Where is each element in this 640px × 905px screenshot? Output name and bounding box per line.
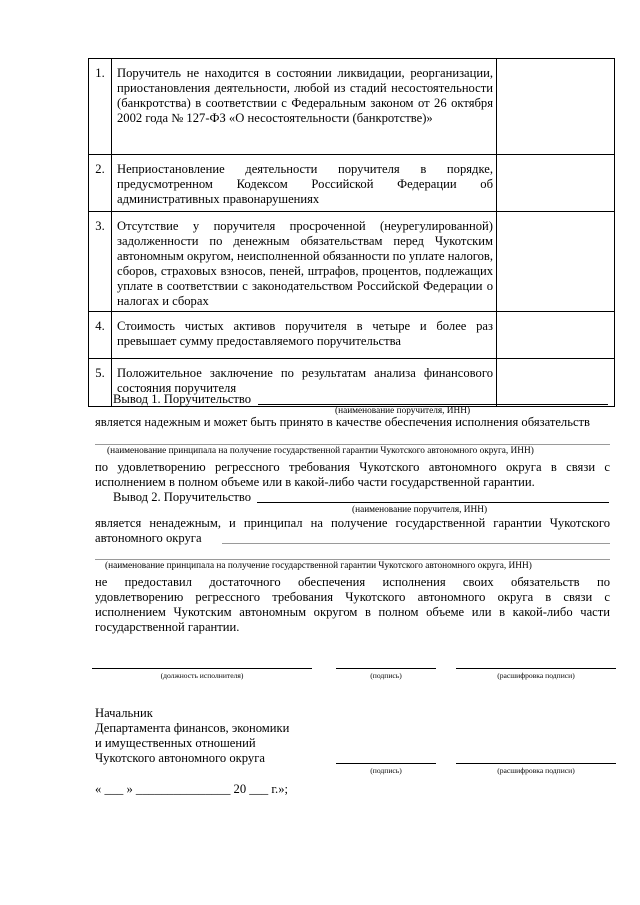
- conclusion2-text-line2: автономного округа: [95, 531, 202, 545]
- conclusion2-text-line3: не предоставил достаточного обеспечения исполнения своих обязательств по: [95, 575, 610, 589]
- executor-position-line[interactable]: [92, 668, 312, 669]
- assessment-cell[interactable]: [497, 59, 615, 155]
- assessment-cell[interactable]: [497, 359, 615, 407]
- criterion-text: Стоимость чистых активов поручителя в четыре и более раз превышает сумму предоставляемого поручительства: [112, 312, 497, 359]
- conclusion2-principal-hint: (наименование принципала на получение государственной гарантии Чукотского автономного округа, ИНН): [105, 561, 532, 571]
- conclusion1-text-line1: является надежным и может быть принято в качестве обеспечения исполнения обязательств: [95, 415, 591, 429]
- conclusion1-text-line3: исполнением в полном объеме или в какой-либо части государственной гарантии.: [95, 475, 535, 489]
- conclusion2-principal-line-a[interactable]: [222, 543, 610, 544]
- conclusion1-label: Вывод 1. Поручительство: [113, 392, 252, 406]
- criteria-table: [88, 58, 615, 407]
- row-number: 3.: [89, 212, 112, 312]
- executor-decode-hint: (расшифровка подписи): [497, 671, 575, 680]
- executor-signature-hint: (подпись): [370, 671, 402, 680]
- assessment-cell[interactable]: [497, 212, 615, 312]
- executor-decode-line[interactable]: [456, 668, 616, 669]
- conclusion2-guarantor-hint: (наименование поручителя, ИНН): [352, 505, 488, 515]
- row-number: 1.: [89, 59, 112, 155]
- criterion-text: Положительное заключение по результатам анализа финансового состояния поручителя: [112, 359, 497, 407]
- table-row: [89, 59, 615, 155]
- head-title-line3: и имущественных отношений: [95, 736, 256, 750]
- criterion-text: Поручитель не находится в состоянии ликвидации, реорганизации, приостановления деятельности, любой из стадий несостоятельности (банкротства) в соответствии с Федеральным законом от 26 октября 2002 года № 127-ФЗ «О несостоятельности (банкротстве)»: [112, 59, 497, 155]
- head-title-line2: Департамента финансов, экономики: [95, 721, 290, 735]
- conclusion2-label: Вывод 2. Поручительство: [113, 490, 252, 504]
- head-title-line1: Начальник: [95, 706, 153, 720]
- executor-position-hint: (должность исполнителя): [160, 671, 244, 680]
- date-line[interactable]: « ___ » _______________ 20 ___ г.»;: [95, 782, 289, 796]
- table-row: [89, 212, 615, 312]
- head-decode-hint: (расшифровка подписи): [497, 766, 575, 775]
- conclusion2-text-line4: удовлетворению регрессного требования Чукотского автономного округа в связи с: [95, 590, 610, 604]
- conclusion1-principal-hint: (наименование принципала на получение государственной гарантии Чукотского автономного округа, ИНН): [107, 446, 534, 456]
- table-row: [89, 312, 615, 359]
- conclusion1-guarantor-line[interactable]: [258, 404, 608, 405]
- row-number: 5.: [89, 359, 112, 407]
- conclusion2-text-line1: является ненадежным, и принципал на получение государственной гарантии Чукотского: [95, 516, 610, 530]
- conclusion1-guarantor-hint: (наименование поручителя, ИНН): [335, 406, 471, 416]
- assessment-cell[interactable]: [497, 312, 615, 359]
- row-number: 2.: [89, 155, 112, 212]
- conclusion1-principal-line[interactable]: [95, 444, 610, 445]
- conclusion2-guarantor-line[interactable]: [257, 502, 609, 503]
- conclusion2-text-line6: государственной гарантии.: [95, 620, 240, 634]
- assessment-cell[interactable]: [497, 155, 615, 212]
- criterion-text: Неприостановление деятельности поручителя в порядке, предусмотренном Кодексом Российской Федерации об административных правонарушениях: [112, 155, 497, 212]
- conclusion2-text-line5: исполнением Чукотским автономным округом в полном объеме или в какой-либо части: [95, 605, 610, 619]
- head-title-line4: Чукотского автономного округа: [95, 751, 265, 765]
- executor-signature-line[interactable]: [336, 668, 436, 669]
- conclusion2-principal-line-b[interactable]: [95, 559, 610, 560]
- row-number: 4.: [89, 312, 112, 359]
- head-signature-line[interactable]: [336, 763, 436, 764]
- criterion-text: Отсутствие у поручителя просроченной (неурегулированной) задолженности по денежным обязательствам перед Чукотским автономным округом, неисполненной обязанности по уплате налогов, сборов, страховых взносов, пеней, штрафов, процентов, подлежащих уплате в соответствии с законодательством Российской Федерации о налогах и сборах: [112, 212, 497, 312]
- table-row: [89, 155, 615, 212]
- head-signature-hint: (подпись): [370, 766, 402, 775]
- conclusion1-text-line2: по удовлетворению регрессного требования Чукотского автономного округа в связи с: [95, 460, 610, 474]
- head-decode-line[interactable]: [456, 763, 616, 764]
